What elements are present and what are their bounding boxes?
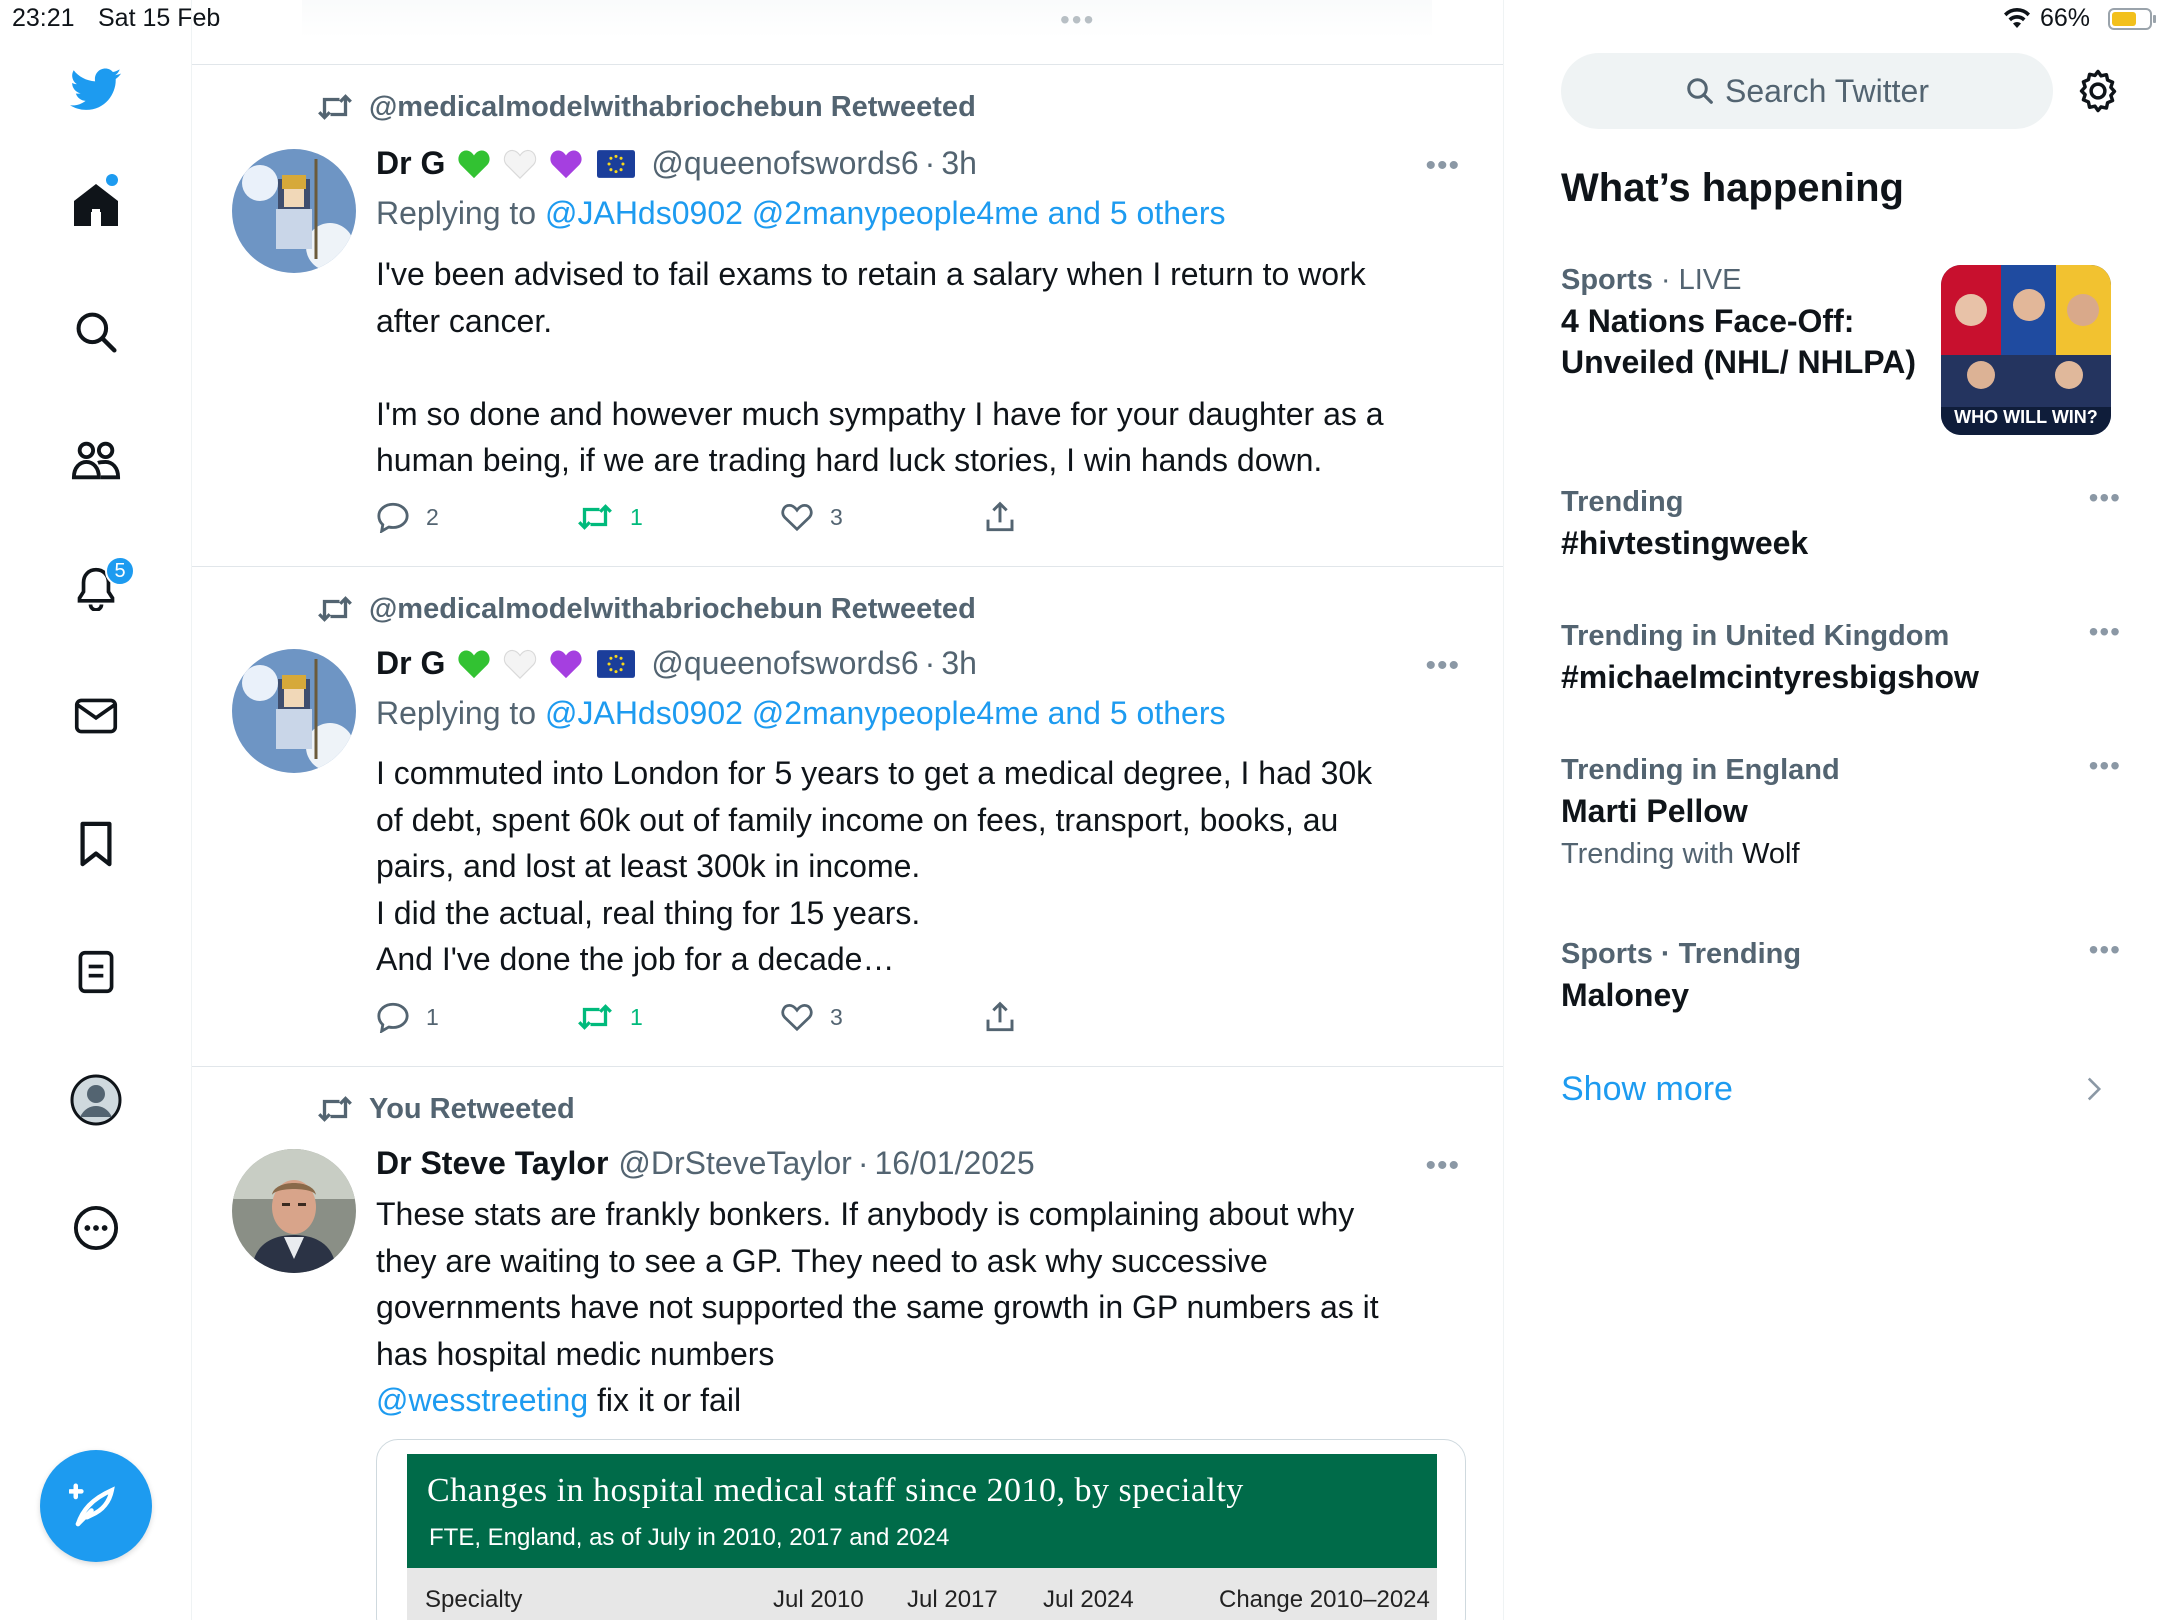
trend-category: Trending in United Kingdom — [1561, 620, 1950, 652]
tweet-text: I commuted into London for 5 years to get a medical degree, I had 30k of debt, spent 60k out of family income on fees, transport, books, au pairs, and lost at least 300k in income. I did the actual, real thing for 15 years. And I've done the job for a decade… — [376, 755, 1373, 977]
eu-flag-icon — [597, 150, 635, 178]
separator: · — [924, 645, 936, 681]
trend-more-button[interactable]: ••• — [2088, 750, 2121, 781]
chart-banner — [407, 1454, 1437, 1568]
separator: · — [924, 145, 936, 181]
user-handle[interactable]: @queenofswords6 — [651, 145, 919, 181]
trend-title: #hivtestingweek — [1561, 525, 1809, 561]
retweet-icon — [576, 1002, 614, 1032]
chevron-right-icon — [2085, 1076, 2103, 1102]
battery-percentage: 66% — [2040, 4, 2091, 32]
column-header: Jul 2017 — [907, 1586, 998, 1613]
retweet-icon — [317, 1094, 353, 1124]
share-icon — [984, 501, 1016, 533]
like-button[interactable] — [780, 497, 843, 537]
heart-icon — [780, 1002, 814, 1032]
reply-count: 1 — [426, 1003, 439, 1030]
tweet-text-main: These stats are frankly bonkers. If anybody is complaining about why they are waiting to see a GP. They need to ask why successive governments have not supported the same growth in GP numbers as it has hospital medic numbers — [376, 1196, 1379, 1372]
trend-with-prefix: Trending with — [1561, 838, 1735, 870]
user-handle[interactable]: @DrSteveTaylor — [618, 1145, 852, 1181]
profile-icon[interactable] — [66, 1070, 126, 1130]
notification-count-badge: 5 — [105, 556, 135, 586]
tweet-time[interactable]: 3h — [941, 645, 977, 681]
like-button[interactable] — [780, 997, 843, 1037]
trend-status: · LIVE — [1652, 264, 1742, 296]
trend-category: Trending in England — [1561, 754, 1840, 786]
avatar[interactable] — [232, 149, 356, 273]
search-placeholder: Search Twitter — [1725, 72, 1929, 109]
retweet-context — [317, 89, 976, 125]
share-button[interactable] — [984, 497, 1032, 537]
retweet-context — [317, 1091, 575, 1127]
trend-item[interactable] — [1561, 750, 2121, 871]
avatar[interactable] — [232, 649, 356, 773]
display-name[interactable]: Dr G — [376, 645, 446, 681]
retweeted-by-text[interactable]: @medicalmodelwithabriochebun Retweeted — [369, 90, 976, 123]
like-count: 3 — [830, 1003, 843, 1030]
status-time: 23:21 — [12, 4, 75, 32]
trend-category: Sports — [1561, 264, 1653, 296]
trend-thumbnail[interactable] — [1941, 265, 2111, 435]
twitter-logo-icon[interactable] — [66, 60, 126, 120]
left-navigation — [0, 0, 192, 1620]
column-header: Jul 2024 — [1043, 1586, 1134, 1613]
tweet-text: I've been advised to fail exams to retain a salary when I return to work after cancer. I'm so done and however much sympathy I have for your daughter as a human being, if we are trading hard luck stories, I win hands down. — [376, 256, 1384, 478]
reply-prefix: Replying to — [376, 695, 537, 731]
display-name[interactable]: Dr Steve Taylor — [376, 1145, 609, 1181]
tweet-header — [376, 145, 977, 182]
tweet[interactable] — [192, 566, 1504, 1066]
mention-link[interactable]: @wesstreeting — [376, 1382, 589, 1418]
eu-flag-icon — [597, 650, 635, 678]
bookmarks-icon[interactable] — [66, 814, 126, 874]
reply-context — [376, 195, 1225, 232]
trend-title: 4 Nations Face-Off: Unveiled (NHL/ NHLPA) — [1561, 303, 1916, 380]
tweet-time[interactable]: 16/01/2025 — [874, 1145, 1035, 1181]
retweeted-by-text[interactable]: @medicalmodelwithabriochebun Retweeted — [369, 592, 976, 625]
communities-icon[interactable] — [66, 430, 126, 490]
explore-icon[interactable] — [66, 302, 126, 362]
reply-context — [376, 695, 1225, 732]
retweet-button[interactable] — [576, 997, 643, 1037]
right-sidebar — [1505, 0, 2160, 1620]
reply-to-link[interactable]: @JAHds0902 @2manypeople4me and 5 others — [544, 195, 1226, 231]
share-icon — [984, 1001, 1016, 1033]
tweet-more-button[interactable]: ••• — [1425, 649, 1460, 682]
trend-with-term[interactable]: Wolf — [1742, 838, 1800, 870]
tweet[interactable] — [192, 64, 1504, 566]
reply-icon — [376, 1001, 410, 1033]
image-card[interactable] — [376, 1439, 1466, 1620]
tweet-text-after-mention: fix it or fail — [588, 1382, 742, 1418]
whats-happening-title: What’s happening — [1561, 166, 1904, 210]
retweet-button[interactable] — [576, 497, 643, 537]
top-bar-fade — [302, 0, 1432, 38]
separator: · — [857, 1145, 869, 1181]
messages-icon[interactable] — [66, 686, 126, 746]
chart-title: Changes in hospital medical staff since 2010, by specialty — [427, 1472, 1244, 1509]
retweet-icon — [576, 502, 614, 532]
tweet-more-button[interactable]: ••• — [1425, 149, 1460, 182]
column-header: Specialty — [425, 1586, 523, 1613]
lists-icon[interactable] — [66, 942, 126, 1002]
reply-button[interactable] — [376, 497, 439, 537]
tweet-more-button[interactable]: ••• — [1425, 1149, 1460, 1182]
green-heart-icon — [457, 647, 491, 681]
tweet-actions — [376, 497, 1076, 537]
trend-item[interactable] — [1561, 264, 1941, 383]
trend-category: Sports · Trending — [1561, 938, 1802, 970]
trend-title: Maloney — [1561, 977, 1690, 1013]
tweet-time[interactable]: 3h — [941, 145, 977, 181]
compose-feather-icon — [69, 1479, 123, 1533]
tweet-header — [376, 1145, 1035, 1182]
search-field[interactable] — [1561, 53, 2053, 129]
tweet-header — [376, 645, 977, 682]
white-heart-icon — [503, 147, 537, 181]
trend-more-button[interactable]: ••• — [2088, 616, 2121, 647]
retweet-count: 1 — [630, 503, 643, 530]
retweet-icon — [317, 594, 353, 624]
green-heart-icon — [457, 147, 491, 181]
trend-more-button[interactable]: ••• — [2088, 482, 2121, 513]
chart-column-headers — [407, 1568, 1437, 1620]
share-button[interactable] — [984, 997, 1032, 1037]
chart-subtitle: FTE, England, as of July in 2010, 2017 and 2024 — [429, 1524, 950, 1551]
trend-item[interactable] — [1561, 482, 2121, 564]
heart-icon — [780, 502, 814, 532]
like-count: 3 — [830, 503, 843, 530]
show-more-link[interactable]: Show more — [1561, 1070, 1733, 1108]
compose-tweet-button[interactable] — [40, 1450, 152, 1562]
retweet-icon — [317, 92, 353, 122]
retweet-count: 1 — [630, 1003, 643, 1030]
purple-heart-icon — [549, 647, 583, 681]
status-date: Sat 15 Feb — [98, 4, 221, 32]
avatar[interactable] — [232, 1149, 356, 1273]
trend-title: Marti Pellow — [1561, 793, 1748, 829]
trend-more-button[interactable]: ••• — [2088, 934, 2121, 965]
user-handle[interactable]: @queenofswords6 — [651, 645, 919, 681]
trend-item[interactable] — [1561, 934, 2121, 1016]
home-new-dot — [106, 174, 118, 186]
trend-title: #michaelmcintyresbigshow — [1561, 659, 1979, 695]
more-icon[interactable] — [66, 1198, 126, 1258]
trend-thumbnail-caption: WHO WILL WIN? — [1954, 407, 2098, 427]
search-icon — [1685, 76, 1715, 106]
column-header: Jul 2010 — [773, 1586, 864, 1613]
purple-heart-icon — [549, 147, 583, 181]
retweet-context — [317, 591, 976, 627]
white-heart-icon — [503, 647, 537, 681]
reply-prefix: Replying to — [376, 195, 537, 231]
column-header: Change 2010–2024 — [1219, 1586, 1430, 1613]
retweeted-by-text[interactable]: You Retweeted — [369, 1092, 575, 1125]
reply-button[interactable] — [376, 997, 439, 1037]
tweet-text — [376, 1191, 1456, 1424]
tweet-actions — [376, 997, 1076, 1037]
reply-to-link[interactable]: @JAHds0902 @2manypeople4me and 5 others — [544, 695, 1226, 731]
tweet[interactable] — [192, 1066, 1504, 1620]
trend-category: Trending — [1561, 486, 1684, 518]
reply-icon — [376, 501, 410, 533]
display-name[interactable]: Dr G — [376, 145, 446, 181]
trend-item[interactable] — [1561, 616, 2121, 698]
reply-count: 2 — [426, 503, 439, 530]
settings-gear-icon[interactable] — [2075, 68, 2121, 114]
timeline — [192, 0, 1504, 1620]
